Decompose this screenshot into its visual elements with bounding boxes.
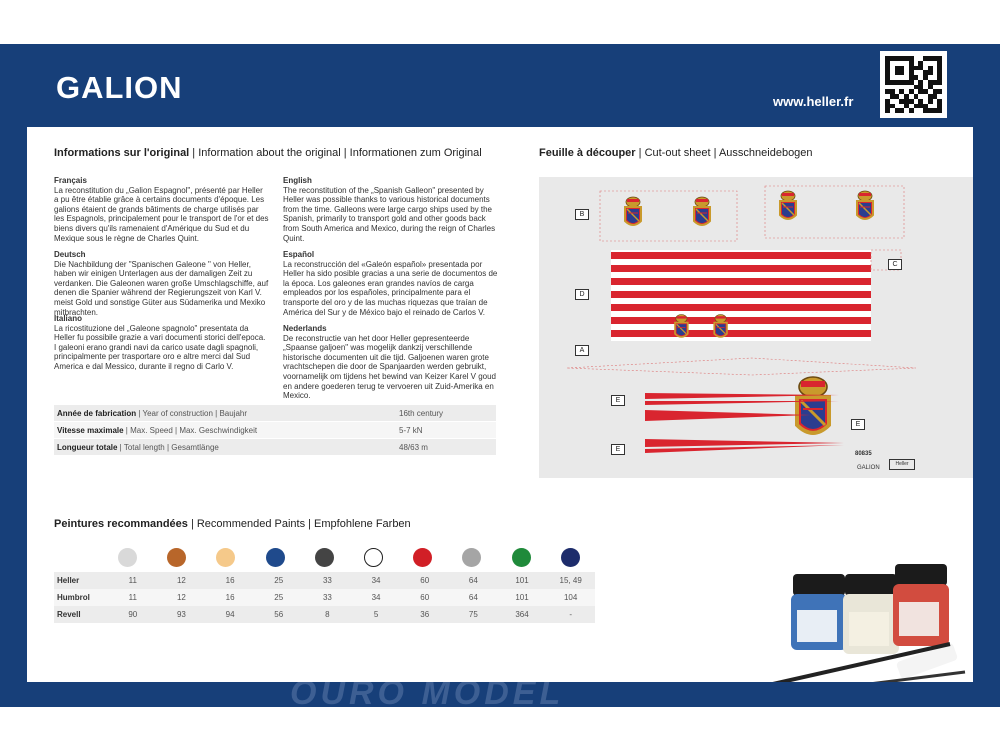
paint-code: 34	[371, 576, 381, 585]
label-c: C	[888, 259, 902, 270]
spec-label-bold: Longueur totale	[57, 442, 118, 452]
spec-label	[54, 443, 399, 452]
website-link[interactable]: www.heller.fr	[773, 94, 854, 109]
spec-value: 16th century	[399, 408, 444, 418]
paint-code: 5	[373, 610, 379, 619]
paint-jars-illustration	[745, 560, 975, 700]
paint-table	[54, 572, 595, 623]
lang-english	[283, 176, 498, 243]
spec-row	[54, 422, 496, 439]
paint-row-revell	[54, 606, 595, 623]
paint-swatch	[118, 548, 137, 567]
lang-nederlands	[283, 324, 498, 401]
part-a-outline	[567, 358, 916, 375]
page-title: GALION	[56, 70, 183, 105]
spec-label-bold: Vitesse maximale	[57, 425, 124, 435]
paint-code: 75	[468, 610, 478, 619]
crest-b2	[694, 197, 710, 225]
bottom-band	[0, 682, 1000, 707]
paint-code: 364	[515, 610, 529, 619]
lang-text: Die Nachbildung der "Spanischen Galeone " von Heller, haben wir einigen Unterlagen aus der damaligen Zeit zu verdanken. Die Galeonen waren große Umschlagschiffe, auf denen die Spanier während der Regierungszeit von Karl V. meist Gold und sonstige Güter aus Südamerika und Mexiko mitbrachten.	[54, 259, 269, 317]
paint-code: 11	[128, 576, 137, 585]
brand-name: Humbrol	[57, 593, 90, 602]
lang-name: Nederlands	[283, 324, 327, 333]
paint-code: 93	[176, 610, 186, 619]
paint-code: 64	[468, 593, 478, 602]
lang-deutsch	[54, 250, 269, 317]
crest-a2	[714, 315, 727, 337]
label-e1: E	[611, 395, 625, 406]
paints-title-rest: | Recommended Paints | Empfohlene Farben	[187, 518, 411, 530]
specs-table	[54, 405, 496, 456]
paints-title-bold: Peintures recommandées	[54, 518, 188, 530]
paint-code: 25	[274, 593, 284, 602]
paint-swatch	[512, 548, 531, 567]
spec-row	[54, 405, 496, 422]
part-b-outline	[600, 191, 737, 241]
paints-section-title	[54, 518, 411, 530]
paint-code: 8	[325, 610, 330, 619]
paint-code: 16	[225, 593, 235, 602]
paint-code: 94	[225, 610, 235, 619]
lang-name: English	[283, 176, 312, 185]
flag-crest-1	[797, 377, 829, 433]
paint-code: 60	[420, 593, 430, 602]
paint-swatch	[364, 548, 383, 567]
lang-text: La reconstitution du „Galion Espagnol", présenté par Heller a pu être établie grâce à certains documents d'époque. Les galions étaient de grands bâtiments de charge utilisés par les Espagnols, principalement pour le transport de l'or et des biens divers qu'ils ramenaient d'Amérique du Sud et du Mexique sous le règne de Charles Quint.	[54, 185, 269, 243]
paint-code: 56	[274, 610, 284, 619]
paint-code: 101	[515, 576, 529, 585]
info-section-title	[54, 147, 482, 159]
sheet-name: GALION	[857, 465, 880, 471]
cutout-sheet-drawing	[539, 177, 973, 478]
paint-code: 16	[225, 576, 235, 585]
spec-row	[54, 439, 496, 456]
spec-label-rest: | Year of construction | Baujahr	[136, 408, 248, 418]
lang-espanol	[283, 250, 498, 317]
info-title-bold: Informations sur l'original	[54, 147, 190, 159]
paint-code: 101	[515, 593, 529, 602]
paint-code: 11	[128, 593, 137, 602]
paint-code: 60	[420, 576, 430, 585]
lang-italiano	[54, 314, 269, 372]
cutout-title-rest: | Cut-out sheet | Ausschneidebogen	[635, 147, 813, 159]
lang-text: De reconstructie van het door Heller gepresenteerde „Spaanse galjoen" was mogelijk dankzij verschillende historische documenten uit die tijd. Galjoenen waren grote vrachtschepen die door de Spanjaarden werden gebruikt, voornamelijk om tijdens het bewind van Keizer Karel V goud en andere goederen terug te vervoeren uit Zuid-Amerika en Mexico.	[283, 333, 497, 401]
spec-label	[54, 409, 399, 418]
qr-code-pattern	[885, 56, 942, 113]
lang-name: Español	[283, 250, 315, 259]
spec-label-rest: | Max. Speed | Max. Geschwindigkeit	[123, 425, 258, 435]
paint-code: 90	[128, 610, 138, 619]
lang-name: Français	[54, 176, 87, 185]
spec-value: 5-7 kN	[399, 425, 423, 435]
lang-name: Italiano	[54, 314, 83, 323]
paint-code: 34	[371, 593, 381, 602]
watermark-text: OURO MODEL	[290, 682, 565, 707]
lang-name: Deutsch	[54, 250, 86, 259]
qr-module	[937, 108, 942, 113]
paint-swatch	[315, 548, 334, 567]
paint-code: 104	[563, 593, 578, 602]
crest-b4	[857, 191, 873, 219]
paint-row-heller	[54, 572, 595, 589]
paint-row-humbrol	[54, 589, 595, 606]
crest-b1	[625, 197, 641, 225]
paint-code: 33	[322, 576, 332, 585]
paint-swatch	[266, 548, 285, 567]
crest-a1	[675, 315, 688, 337]
info-title-rest: | Information about the original | Informationen zum Original	[189, 147, 482, 159]
cutout-section-title	[539, 147, 813, 159]
lang-text: La ricostituzione del „Galeone spagnolo" presentata da Heller fu possibile grazie a vari documenti storici dell'epoca. I galeoni erano grandi navi da carico usate dagli spagnoli, principalmente per trasportare oro e altre merci dal Sud America e dal Messico, durante il regno di Carlo V.	[54, 323, 266, 371]
label-e3: E	[611, 444, 625, 455]
lang-text: La reconstrucción del «Galeón español» presentada por Heller ha sido posible gracias a una serie de documentos de la época. Los galeones eran grandes navíos de carga empleados por los españoles, principalmente para el transporte del oro y de las muchas riquezas que traían de América del Sur y de México bajo el reinado de Carlos V.	[283, 259, 498, 317]
paint-code: 15, 49	[559, 576, 582, 585]
sheet-ref: 80835	[855, 451, 872, 457]
paint-code: 12	[176, 593, 186, 602]
label-a: A	[575, 345, 589, 356]
brand-name: Heller	[57, 576, 80, 585]
lang-francais	[54, 176, 269, 243]
label-d: D	[575, 289, 589, 300]
spec-label-bold: Année de fabrication	[57, 408, 137, 418]
spec-label	[54, 426, 399, 435]
paint-code: 33	[322, 593, 332, 602]
lang-text: The reconstitution of the „Spanish Galleon" presented by Heller was possible thanks to various historical documents from the time. Galleons were large cargo ships used by the Spanish, primarily to transport gold and other goods back from South America and Mexico, during the reign of Charles Quint.	[283, 185, 496, 243]
spec-value: 48/63 m	[399, 442, 428, 452]
paint-code: 36	[420, 610, 430, 619]
spec-label-rest: | Total length | Gesamtlänge	[117, 442, 219, 452]
crest-b3	[780, 191, 796, 219]
paint-code: 25	[274, 576, 284, 585]
qr-code[interactable]	[880, 51, 947, 118]
brand-name: Revell	[57, 610, 81, 619]
heller-logo: Heller	[889, 459, 915, 470]
label-b: B	[575, 209, 589, 220]
paint-swatch	[561, 548, 580, 567]
cutout-sheet	[539, 177, 973, 478]
paint-code: -	[569, 610, 572, 619]
paint-code: 12	[176, 576, 186, 585]
cutout-title-bold: Feuille à découper	[539, 147, 636, 159]
label-e2: E	[851, 419, 865, 430]
paint-code: 64	[468, 576, 478, 585]
